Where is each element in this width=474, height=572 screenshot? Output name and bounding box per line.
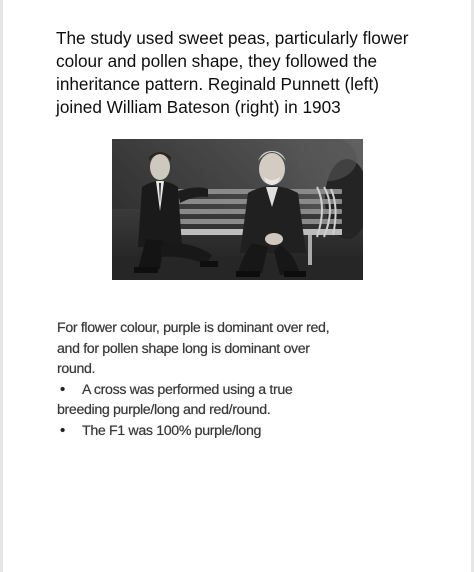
photo-illustration — [112, 139, 363, 280]
intro-line: The study used sweet peas, particularly flower — [56, 28, 409, 48]
bullet-text-continuation: breeding purple/long and red/round. — [57, 402, 271, 418]
notes-section — [57, 318, 427, 441]
bullet-icon: • — [60, 380, 65, 398]
notes-paragraph-line: and for pollen shape long is dominant over — [57, 340, 310, 357]
intro-line: joined William Bateson (right) in 1903 — [56, 97, 341, 117]
intro-line: inheritance pattern. Reginald Punnett (left) — [56, 74, 379, 94]
intro-line: colour and pollen shape, they followed the — [56, 51, 378, 71]
page-edge-left — [0, 0, 3, 572]
bullet-item — [57, 380, 427, 401]
bullet-text: The F1 was 100% purple/long — [82, 422, 262, 439]
notes-paragraph-line: For flower colour, purple is dominant over red, — [57, 320, 330, 336]
bullet-text: A cross was performed using a true — [82, 381, 293, 398]
bullet-icon: • — [60, 421, 65, 439]
historical-photo — [112, 139, 363, 280]
bullet-item — [57, 421, 427, 442]
notes-paragraph-line: round. — [57, 361, 96, 377]
intro-paragraph — [56, 27, 434, 119]
